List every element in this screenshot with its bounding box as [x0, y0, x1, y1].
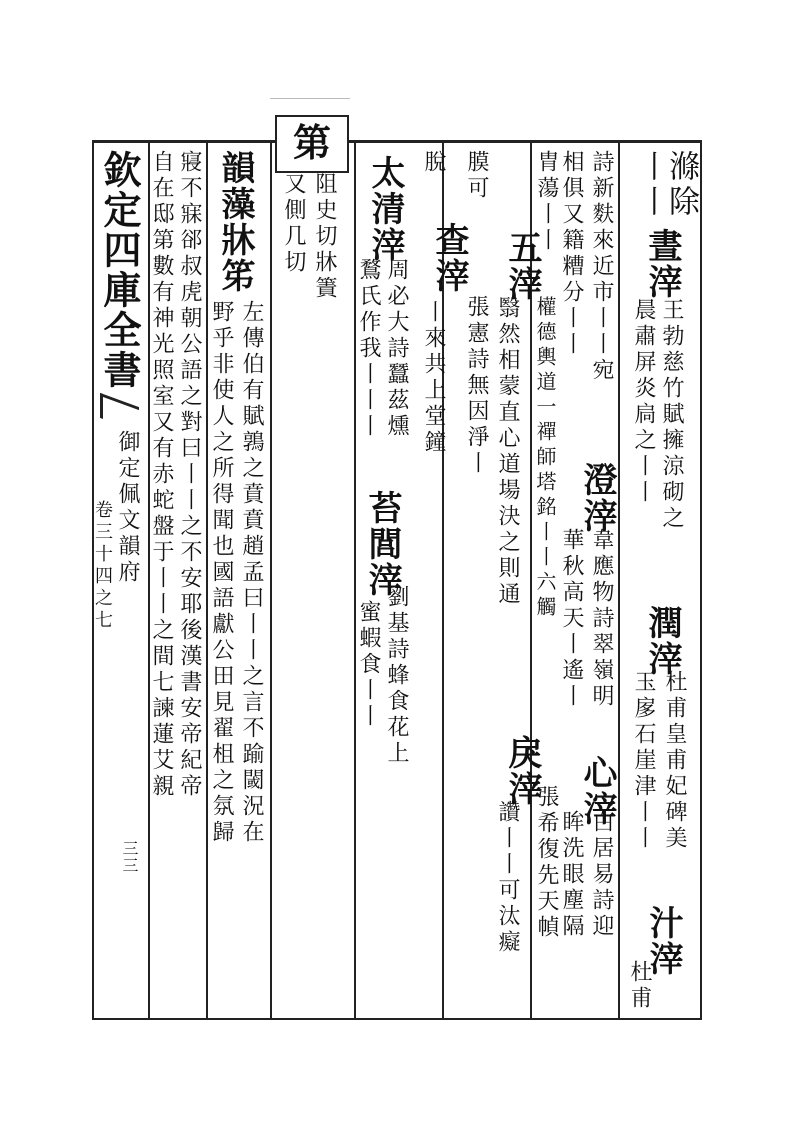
- col4-text: 相俱又籍糟分丨丨: [559, 150, 584, 358]
- col3-text-2: 韋應物詩翠嶺明: [589, 528, 614, 710]
- top-margin-line: [270, 98, 350, 99]
- col10-text-2: 劉基詩蜂食花上: [384, 585, 409, 767]
- fishtail-marker: [100, 393, 139, 432]
- col16-text: 寢不寐郤叔虎朝公語之對曰丨丨之不安耶後漢書安帝紀帝: [177, 150, 202, 800]
- col7-head: 查滓: [429, 222, 469, 294]
- col10-head: 苔閭滓: [362, 490, 402, 598]
- col3-head-2: 心滓: [577, 755, 617, 827]
- frame-right-rule: [700, 140, 702, 1020]
- frame-bottom-rule: [92, 1018, 700, 1020]
- col5-head-2: 戾滓: [502, 735, 542, 807]
- col17-text: 自在邸第數有神光照室又有赤蛇盤于丨丨之間七諫蓮艾親: [149, 150, 174, 800]
- col7-text-2: 張憲詩無因淨丨: [464, 295, 489, 477]
- col1-head-2: 潤滓: [642, 605, 682, 677]
- col6-text: 翳然相蒙直心道場決之則通: [495, 296, 520, 608]
- col4-text-2: 華秋高天丨遙丨: [559, 528, 584, 710]
- col2-head: 汁滓: [643, 905, 683, 977]
- col1-text-2: 杜甫皇甫妃碑美: [662, 670, 687, 852]
- col5-text-3: 張希復先天幀: [534, 785, 559, 941]
- spine-volume: 卷三十四之七: [92, 500, 113, 632]
- col13-text: 又側几切: [281, 172, 306, 276]
- spine-title: 欽定四庫全書: [97, 150, 142, 390]
- column-rule-5: [270, 140, 272, 1020]
- col12-text: 阻史切牀簀: [312, 172, 337, 302]
- col1-lead-2: 丨丨: [633, 150, 669, 220]
- col15-text: 野乎非使人之所得聞也國語獻公田見翟柤之氛歸: [209, 300, 234, 846]
- col2-text-3: 杜甫: [627, 960, 652, 1012]
- spine-subtitle: 御定佩文韻府: [115, 430, 140, 586]
- col8-text-2: 丨來共上堂鐘: [421, 300, 446, 456]
- col4-text-3: 眸洗眼塵隔: [559, 810, 584, 940]
- col8-text: 脫: [421, 150, 446, 176]
- col6-text-2: 讚丨丨可汰癡: [495, 800, 520, 956]
- col3-text: 詩新麩來近市丨丨宛: [589, 150, 614, 384]
- page-number: 三三: [120, 840, 139, 874]
- col14-text: 左傳伯有賦鶉之賁賁趙孟曰丨丨之言不踰閾況在: [239, 300, 264, 846]
- col3-head: 澄滓: [577, 462, 617, 534]
- col5-text: 胄蕩丨丨: [534, 150, 559, 254]
- col15-head: 韻藻牀笫: [215, 150, 255, 294]
- column-rule-4: [618, 140, 620, 1020]
- col11-text: 蜜蝦食丨丨: [356, 600, 381, 730]
- col3-text-3: 白居易詩迎: [589, 810, 614, 940]
- col7-text: 膜可: [464, 150, 489, 202]
- col1-head: 晝滓: [642, 228, 682, 300]
- col10-text: 鶩氏作我丨丨丨: [356, 258, 381, 440]
- col5-text-2: 權德輿道一禪師塔銘丨丨六觸: [533, 296, 557, 621]
- col2-text-2: 玉扅石崖津丨丨: [631, 670, 656, 852]
- col9-text: 周必大詩蠶茲燻: [384, 258, 409, 440]
- col1-lead: 滌除: [663, 150, 699, 220]
- col9-head: 太清滓: [365, 155, 405, 263]
- col2-text: 晨肅屏炎扃之丨丨: [631, 298, 656, 506]
- col5-head: 五滓: [502, 230, 542, 302]
- col1-text: 王勃慈竹賦擁涼砌之: [659, 298, 684, 532]
- rhyme-tab: 第: [275, 115, 349, 173]
- frame-top-rule: [92, 140, 700, 143]
- column-rule-6: [206, 140, 208, 1020]
